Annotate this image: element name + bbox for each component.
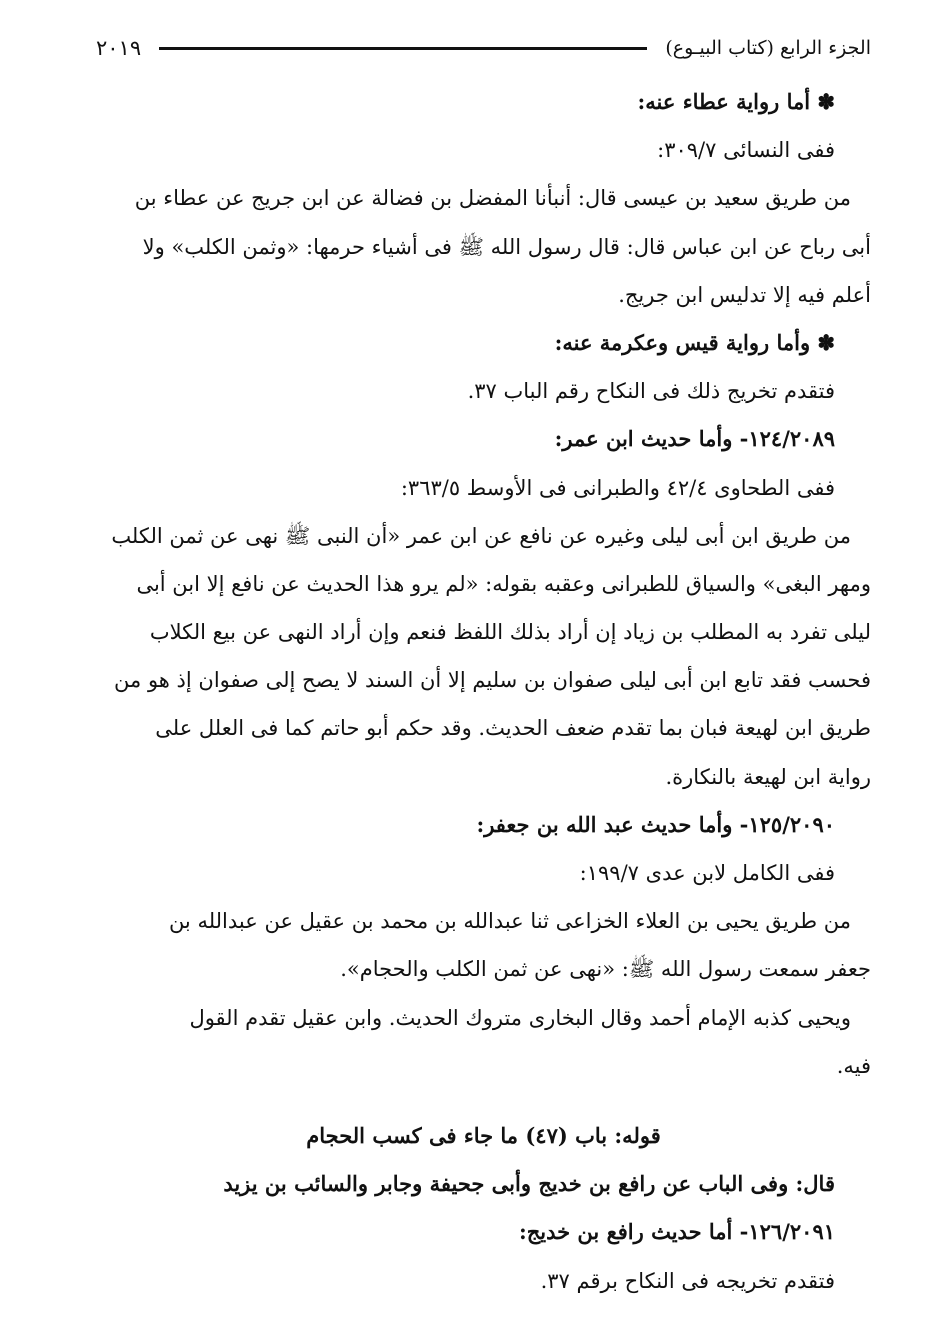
- page-number: ٢٠١٩: [96, 36, 142, 60]
- section-heading-ata: ✽ أما رواية عطاء عنه:: [637, 89, 835, 114]
- source-line: ففى الطحاوى ٤٢/٤ والطبرانى فى الأوسط ٣٦٣/٥:: [400, 475, 835, 500]
- text-line: من طريق يحيى بن العلاء الخزاعى ثنا عبدالله بن محمد بن عقيل عن عبدالله بن: [168, 909, 851, 934]
- text-line: من طريق سعيد بن عيسى قال: أنبأنا المفضل بن فضالة عن ابن جريج عن عطاء بن: [134, 186, 851, 211]
- source-line: ففى الكامل لابن عدى ١٩٩/٧:: [579, 861, 835, 885]
- text-line: أبى رباح عن ابن عباس قال: قال رسول الله ﷺ فى أشياء حرمها: «وثمن الكلب» ولا: [142, 234, 871, 259]
- spacer: [96, 1090, 871, 1112]
- text-line: أعلم فيه إلا تدليس ابن جريج.: [618, 282, 871, 307]
- text-line: طريق ابن لهيعة فبان بما تقدم ضعف الحديث. وقد حكم أبو حاتم كما فى العلل على: [155, 716, 871, 741]
- section-heading-qays: ✽ وأما رواية قيس وعكرمة عنه:: [554, 329, 835, 355]
- source-line: ففى النسائى ٣٠٩/٧:: [657, 138, 835, 163]
- chapter-subheading: قال: وفى الباب عن رافع بن خديج وأبى جحيفة وجابر والسائب بن يزيد: [223, 1171, 835, 1197]
- text-line: ليلى تفرد به المطلب بن زياد إن أراد بذلك اللفظ فنعم وإن أراد النهى عن بيع الكلاب: [149, 620, 871, 645]
- header-title: الجزء الرابع (كتاب البيـوع): [665, 37, 871, 59]
- text-line: جعفر سمعت رسول الله ﷺ: «نهى عن ثمن الكلب والحجام».: [340, 957, 871, 982]
- hadith-heading-rafi: ١٢٦/٢٠٩١- أما حديث رافع بن خديج:: [518, 1219, 835, 1245]
- text-line: فيه.: [836, 1053, 871, 1078]
- hadith-heading-abdullah-bin-jafar: ١٢٥/٢٠٩٠- وأما حديث عبد الله بن جعفر:: [476, 811, 835, 837]
- page-body: [96, 78, 871, 1305]
- running-header: [96, 30, 871, 66]
- hadith-heading-ibn-umar: ١٢٤/٢٠٨٩- وأما حديث ابن عمر:: [554, 426, 835, 452]
- text-line: فتقدم تخريج ذلك فى النكاح رقم الباب ٣٧.: [467, 379, 835, 404]
- text-line: من طريق ابن أبى ليلى وغيره عن نافع عن ابن عمر «أن النبى ﷺ نهى عن ثمن الكلب: [111, 523, 851, 548]
- text-line: فحسب فقد تابع ابن أبى ليلى صفوان بن سليم إلا أن السند لا يصح إلى صفوان إذ هو من: [114, 668, 871, 693]
- chapter-heading: قوله: باب (٤٧) ما جاء فى كسب الحجام: [306, 1122, 661, 1148]
- text-line: ومهر البغى» والسياق للطبرانى وعقبه بقوله: «لم يرو هذا الحديث عن نافع إلا ابن أبى: [136, 571, 871, 596]
- text-line: ويحيى كذبه الإمام أحمد وقال البخارى متروك الحديث. وابن عقيل تقدم القول: [189, 1005, 851, 1030]
- text-line: فتقدم تخريجه فى النكاح برقم ٣٧.: [540, 1268, 835, 1293]
- header-rule: [159, 47, 647, 50]
- text-line: رواية ابن لهيعة بالنكارة.: [665, 764, 871, 789]
